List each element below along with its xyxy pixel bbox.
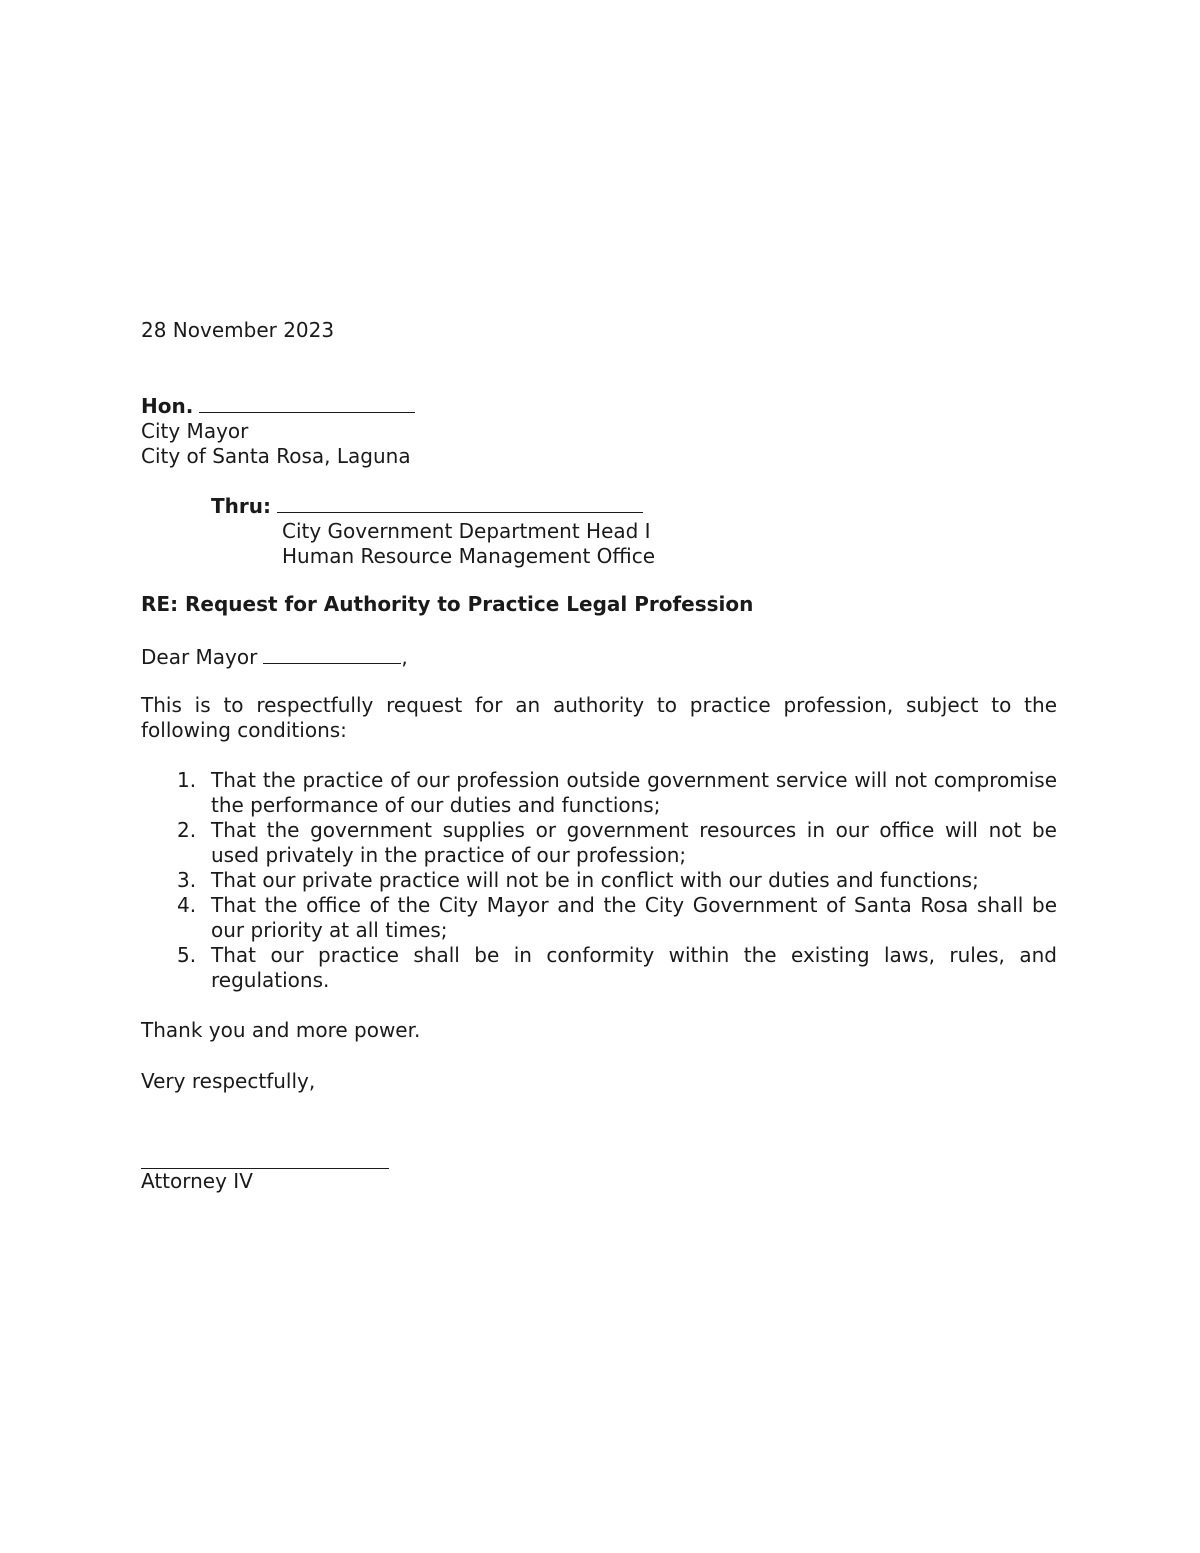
thru-name-line: [211, 492, 1057, 519]
list-item-text: That our practice shall be in conformity within the existing laws, rules, and regulations.: [211, 943, 1057, 992]
subject-line: RE: Request for Authority to Practice Legal Profession: [141, 592, 754, 616]
thru-label: Thru:: [211, 494, 271, 518]
signature-block: [141, 1146, 1057, 1194]
list-item-text: That the office of the City Mayor and the City Government of Santa Rosa shall be our priority at all times;: [211, 893, 1057, 942]
list-item-text: That the government supplies or government resources in our office will not be used privately in the practice of our profession;: [211, 818, 1057, 867]
thru-block: [211, 492, 1057, 569]
addressee-name-blank: [199, 392, 415, 413]
list-item-number: 3.: [177, 868, 197, 892]
conditions-list: [141, 768, 1057, 993]
mayor-name-blank: [263, 643, 401, 664]
signatory-title: Attorney IV: [141, 1169, 253, 1193]
list-item-text: That our private practice will not be in conflict with our duties and functions;: [211, 868, 979, 892]
list-item-number: 5.: [177, 943, 197, 967]
addressee-title: City Mayor: [141, 419, 249, 443]
salutation: [141, 643, 1057, 670]
list-item: [141, 768, 1057, 818]
list-item: [141, 868, 1057, 893]
addressee-block: [141, 392, 1057, 469]
addressee-name-line: [141, 392, 1057, 419]
salutation-suffix: ,: [401, 645, 408, 669]
thru-title: City Government Department Head I: [282, 519, 651, 543]
list-item-number: 1.: [177, 768, 197, 792]
hon-label: Hon.: [141, 394, 194, 418]
thru-office: Human Resource Management Office: [282, 544, 656, 568]
list-item: [141, 893, 1057, 943]
thru-name-blank: [277, 492, 643, 513]
letter-date: 28 November 2023: [141, 318, 335, 342]
signature-line: [141, 1146, 389, 1169]
thanks-line: Thank you and more power.: [141, 1018, 421, 1042]
list-item-number: 2.: [177, 818, 197, 842]
addressee-location: City of Santa Rosa, Laguna: [141, 444, 411, 468]
list-item: [141, 943, 1057, 993]
list-item-number: 4.: [177, 893, 197, 917]
intro-paragraph: This is to respectfully request for an authority to practice profession, subject to the following conditions:: [141, 693, 1057, 742]
closing-line: Very respectfully,: [141, 1069, 316, 1093]
list-item-text: That the practice of our profession outside government service will not compromise the performance of our duties and functions;: [211, 768, 1057, 817]
list-item: [141, 818, 1057, 868]
salutation-prefix: Dear Mayor: [141, 645, 258, 669]
